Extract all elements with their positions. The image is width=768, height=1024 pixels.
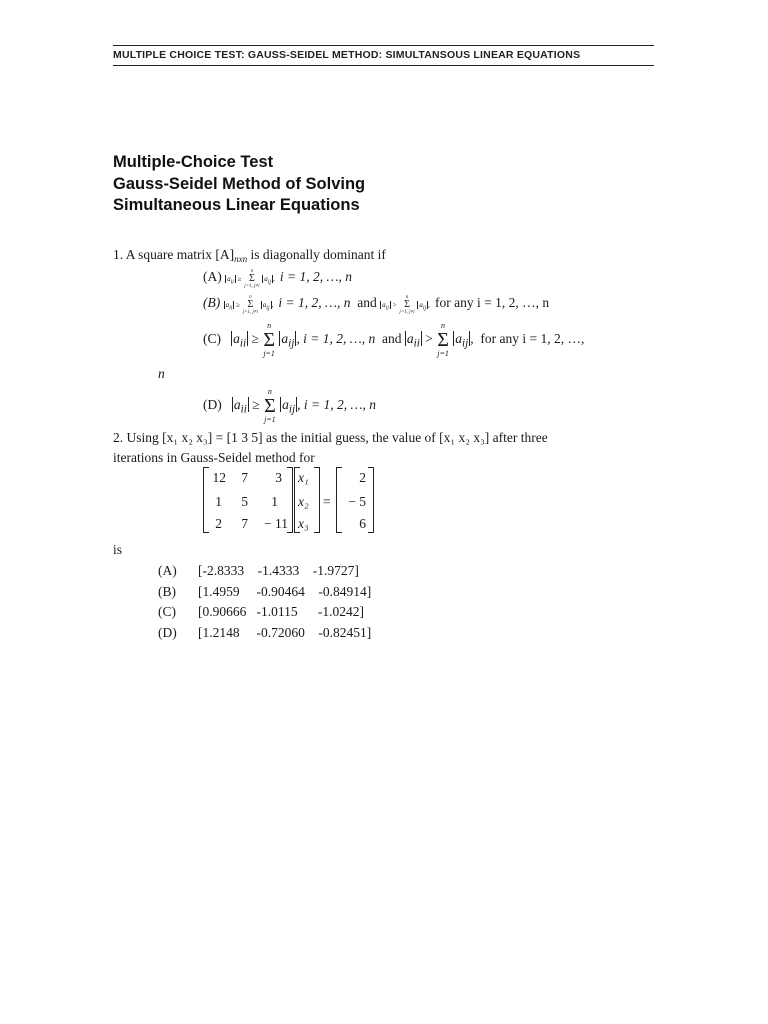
vector-cell: x₂	[298, 494, 309, 509]
matrix-cell: 1	[215, 494, 222, 509]
q2-option-a-value: [-2.8333 -1.4333 -1.9727]	[198, 563, 359, 578]
q1-option-a-formula: $a_{ii}$ ≥ n Σ j=1, j≠i $a_{ij}$ ,	[227, 269, 277, 290]
q1-option-b-and: and	[357, 295, 377, 310]
title-line-1: Multiple-Choice Test	[113, 153, 274, 171]
q1-option-b-for-any: for any i = 1, 2, …, n	[435, 295, 550, 310]
matrix-cell: 1	[271, 494, 278, 509]
q1-option-a-range: i = 1, 2, …, n	[279, 269, 353, 284]
q1-option-c-range: i = 1, 2, …, n	[303, 331, 376, 347]
q1-option-c-and: and	[381, 331, 402, 347]
vector-cell: x₁	[298, 470, 309, 485]
q2-stem-line-1: 2. Using [x₁ x₂ x₃] = [1 3 5] as the initial guess, the value of [x₁ x₂ x₃] after three	[113, 430, 548, 445]
matrix-cell: 12	[212, 470, 226, 485]
header-rule-bottom	[113, 65, 654, 66]
q1-option-b-formula-2: $a_{ii}$ > n Σ j=1, j≠i $a_{ij}$ ,	[382, 295, 432, 316]
q1-option-d-range: i = 1, 2, …, n	[303, 397, 376, 413]
q2-stem-line-2: iterations in Gauss-Seidel method for	[113, 450, 315, 465]
q2-is: is	[113, 542, 123, 557]
title-line-3: Simultaneous Linear Equations	[113, 196, 360, 214]
matrix-cell: 5	[241, 494, 248, 509]
matrix-cell: 3	[275, 470, 282, 485]
q1-option-c-wrap: n	[158, 366, 165, 381]
q1-option-a	[203, 269, 352, 289]
q1-option-d: (D) $a_{ii}$ ≥ n Σ j=1 $a_{ij}$ , i = 1, 2, …, n	[203, 387, 376, 424]
q1-option-d-label: (D)	[203, 397, 222, 413]
q2-option-a-label: (A)	[158, 563, 177, 578]
vector-cell: x₃	[298, 516, 309, 531]
q2-option-b-label: (B)	[158, 584, 176, 599]
header-rule-top	[113, 45, 654, 46]
q1-option-c-for-any: for any i = 1, 2, …,	[480, 331, 585, 347]
title-line-2: Gauss-Seidel Method of Solving	[113, 175, 366, 193]
rhs-cell: 2	[359, 470, 366, 485]
matrix-cell: 7	[241, 516, 248, 531]
matrix-cell: 7	[241, 470, 248, 485]
q2-option-d-value: [1.2148 -0.72060 -0.82451]	[198, 625, 372, 640]
rhs-cell: − 5	[348, 494, 366, 509]
q2-option-c-label: (C)	[158, 604, 176, 619]
q1-option-c: (C) $a_{ii}$ ≥ n Σ j=1 $a_{ij}$ , i = 1, 2, …, n and $a_{ii}$ > n Σ j=1 $a_{ij}$ , for any i = 1, 2, …,	[203, 321, 585, 358]
equals-sign: =	[323, 494, 331, 509]
q2-option-c-value: [0.90666 -1.0115 -1.0242]	[198, 604, 364, 619]
q1-stem: 1. A square matrix $[A]_{nxn}$ is diagonally dominant if	[113, 247, 386, 264]
matrix-cell: − 11	[264, 516, 288, 531]
matrix-cell: 2	[215, 516, 222, 531]
q1-option-c-label: (C)	[203, 331, 221, 347]
q2-option-b-value: [1.4959 -0.90464 -0.84914]	[198, 584, 372, 599]
q1-option-b-range: i = 1, 2, …, n	[278, 295, 351, 310]
q1-option-b-label: (B)	[203, 295, 221, 310]
q1-option-a-label: (A)	[203, 269, 222, 284]
rhs-cell: 6	[359, 516, 366, 531]
q1-option-b-formula-1: $a_{ii}$ ≥ n Σ j=1, j≠i $a_{ij}$ ,	[225, 295, 276, 316]
q1-option-b	[203, 295, 549, 315]
running-header: MULTIPLE CHOICE TEST: GAUSS-SEIDEL METHOD: SIMULTANSOUS LINEAR EQUATIONS	[113, 49, 581, 61]
q2-option-d-label: (D)	[158, 625, 177, 640]
